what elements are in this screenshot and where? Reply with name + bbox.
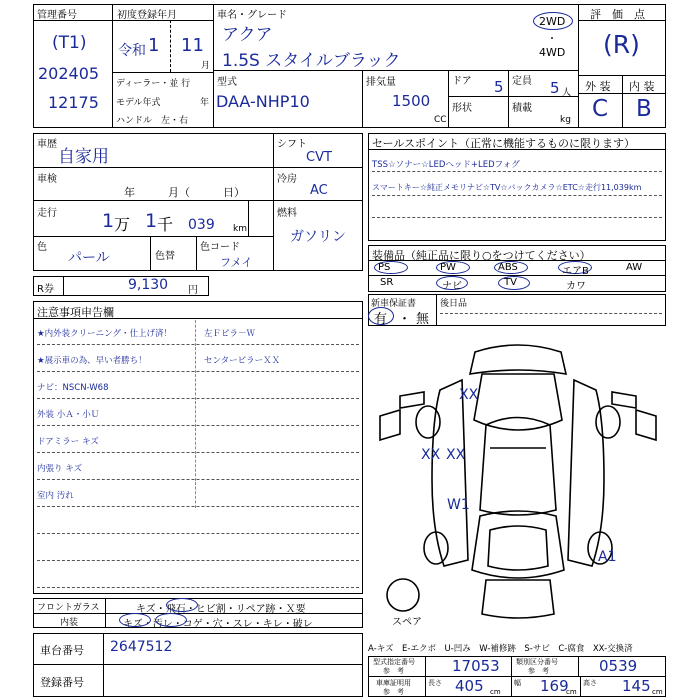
type-ref-label: 参 考 <box>383 667 404 675</box>
car-name: アクア <box>222 25 273 45</box>
chassis-label: 車台番号 <box>40 644 84 657</box>
cooler-value: AC <box>310 183 328 198</box>
era: 令和 <box>118 43 146 59</box>
year-unit: 年 <box>200 98 210 108</box>
kanri-label: 管理番号 <box>37 10 77 21</box>
spare-label: スペア <box>392 617 422 628</box>
iro-gae-label: 色替 <box>155 251 175 262</box>
sen-unit: 千 <box>157 215 174 234</box>
damage-mark-5: A1 <box>598 549 617 565</box>
kanri-code: (T1) <box>52 33 87 53</box>
cooler-label: 冷房 <box>277 174 297 185</box>
reg-month: 11 <box>181 35 204 56</box>
teiin-value: 5 <box>550 79 560 97</box>
equipment-item: ABS <box>498 262 518 273</box>
model-label: 車名・グレード <box>217 10 287 21</box>
keijo-label: 形状 <box>452 103 472 114</box>
history-value: 自家用 <box>58 147 109 167</box>
interior-circle-2 <box>155 613 187 627</box>
haiki-label: 排気量 <box>366 77 396 88</box>
glass-circle <box>166 598 198 612</box>
height-value: 145 <box>622 677 651 695</box>
reg-year: 1 <box>148 35 160 56</box>
note-line: 左Ｆピラ－Ｗ <box>204 329 256 339</box>
note-line: ★展示車の為、早い者勝ち！ <box>37 356 147 366</box>
mileage-rest: 039 <box>188 217 215 233</box>
grade-title: 評 価 点 <box>590 8 645 21</box>
sales-line-1: TSS☆ソナー☆LEDヘッド+LEDフォグ <box>372 160 520 170</box>
color-code: フメイ <box>220 256 253 269</box>
mileage-sen: 1 <box>145 210 158 232</box>
recycle-label: R券 <box>37 284 54 295</box>
shodo-label: 初度登録年月 <box>117 10 177 21</box>
mileage-man: 1 <box>102 210 115 232</box>
class-no-label: 類別区分番号 <box>516 658 558 666</box>
sales-line-2: スマートキー☆純正メモリナビ☆TV☆バックカメラ☆ETC☆走行11,039km <box>372 183 642 192</box>
cert-ref-label: 参 考 <box>383 688 404 696</box>
color-label: 色 <box>37 242 47 253</box>
shaken-value: 年 月（ 日） <box>124 186 245 199</box>
model-year-label: モデル年式 <box>116 98 161 108</box>
warranty-label: 新車保証書 <box>371 299 417 309</box>
mileage-label: 走行 <box>37 208 57 219</box>
height-unit: cm <box>652 688 663 696</box>
chassis-number: 2647512 <box>110 639 173 655</box>
class-no: 0539 <box>599 657 638 675</box>
drive-2wd: 2WD <box>539 15 566 28</box>
door-value: 5 <box>494 78 504 96</box>
front-glass-label: フロントガラス <box>37 603 100 613</box>
equipment-title: 装備品（純正品に限り○をつけてください） <box>372 249 591 262</box>
haiki-value: 1500 <box>392 92 431 110</box>
kg-unit: kg <box>560 115 571 125</box>
width-value: 169 <box>540 677 569 695</box>
color-value: パール <box>68 250 110 266</box>
door-label: ドア <box>452 76 472 87</box>
note-line: ★内外装クリーニング・仕上げ済！ <box>37 329 172 339</box>
note-line: ドアミラー キズ <box>37 437 99 447</box>
exterior-label: 外 装 <box>585 80 611 93</box>
interior-options: キズ・汚レ・コゲ・穴・スレ・キレ・破レ <box>123 619 313 630</box>
dealer-label: ディーラー・並 行 <box>116 79 191 89</box>
equipment-item: TV <box>504 277 517 288</box>
equipment-item: SR <box>380 277 394 288</box>
drive-sep: ・ <box>547 34 557 45</box>
type-no-label: 型式指定番号 <box>373 658 415 666</box>
note-line: 室内 汚れ <box>37 491 74 501</box>
length-value: 405 <box>455 677 484 695</box>
interior-circle-1 <box>119 613 151 627</box>
teiin-unit: 人 <box>562 88 572 98</box>
drive-4wd: 4WD <box>539 46 566 59</box>
recycle-frame <box>33 276 209 296</box>
handle-label: ハンドル 左・右 <box>116 116 189 126</box>
note-line: センターピラーＸＸ <box>204 356 281 366</box>
type-no: 17053 <box>452 657 500 675</box>
equipment-item: ナビ <box>442 281 462 292</box>
cert-label: 車庫証明用 <box>376 679 411 687</box>
note-line: 外装 小Ａ・小Ｕ <box>37 410 100 420</box>
reg-label: 登録番号 <box>40 676 84 689</box>
kanri-number: 12175 <box>48 93 99 112</box>
equipment-item: PS <box>378 262 391 273</box>
equipment-item: エアB <box>562 266 589 277</box>
katashiki-label: 型式 <box>217 77 237 88</box>
equipment-item: カワ <box>566 281 586 292</box>
note-line: 内張り キズ <box>37 464 83 474</box>
warranty-no: 無 <box>416 312 430 327</box>
recycle-unit: 円 <box>188 285 198 296</box>
exterior-grade: C <box>592 96 609 122</box>
fuel-label: 燃料 <box>277 208 297 219</box>
month-unit: 月 <box>201 61 211 71</box>
katashiki-value: DAA-NHP10 <box>216 92 310 111</box>
damage-mark-4: W1 <box>447 497 470 513</box>
width-unit: cm <box>566 688 577 696</box>
interior-grade: B <box>636 96 652 122</box>
note-line: ナビ：NSCN-W68 <box>37 383 109 393</box>
man-unit: 万 <box>114 215 131 234</box>
width-label: 幅 <box>514 679 521 687</box>
car-grade: 1.5S スタイルブラック <box>222 51 401 71</box>
shaken-label: 車検 <box>37 174 57 185</box>
equipment-item: PW <box>440 262 456 273</box>
notes-title: 注意事項申告欄 <box>37 306 114 319</box>
grade-score: (R) <box>603 30 640 59</box>
warranty-yes: 有 <box>374 312 388 327</box>
sekisai-label: 積載 <box>512 103 532 114</box>
damage-mark-2: XX <box>421 447 441 463</box>
length-unit: cm <box>490 688 501 696</box>
class-ref-label: 参 考 <box>528 667 549 675</box>
front-glass-options: キズ・飛石・ヒビ割・リペア跡・Ｘ要 <box>136 604 306 615</box>
later-label: 後日品 <box>440 299 468 309</box>
km-unit: km <box>233 224 247 234</box>
shift-value: CVT <box>306 150 332 165</box>
color-code-label: 色コード <box>200 242 240 253</box>
damage-mark-1: XX <box>459 387 479 403</box>
interior-label: 内 装 <box>629 80 655 93</box>
history-label: 車歴 <box>37 139 57 150</box>
kanri-date: 202405 <box>38 64 100 83</box>
teiin-label: 定員 <box>512 76 532 87</box>
fuel-value: ガソリン <box>290 229 346 245</box>
recycle-value: 9,130 <box>128 277 169 293</box>
damage-legend: A-キズ E-エクボ U-凹み W-補修跡 S-サビ C-腐食 XX-交換済 <box>368 644 633 654</box>
car-diagram <box>370 330 666 630</box>
height-label: 高さ <box>583 679 597 687</box>
sales-title: セールスポイント（正常に機能するものに限ります） <box>372 137 636 150</box>
warranty-sep: ・ <box>398 312 412 327</box>
cc-unit: CC <box>434 115 447 125</box>
length-label: 長さ <box>428 679 442 687</box>
interior-bottom-label: 内装 <box>60 618 79 628</box>
damage-mark-3: XX <box>446 447 466 463</box>
shift-label: シフト <box>277 139 307 150</box>
equipment-item: AW <box>626 262 643 273</box>
